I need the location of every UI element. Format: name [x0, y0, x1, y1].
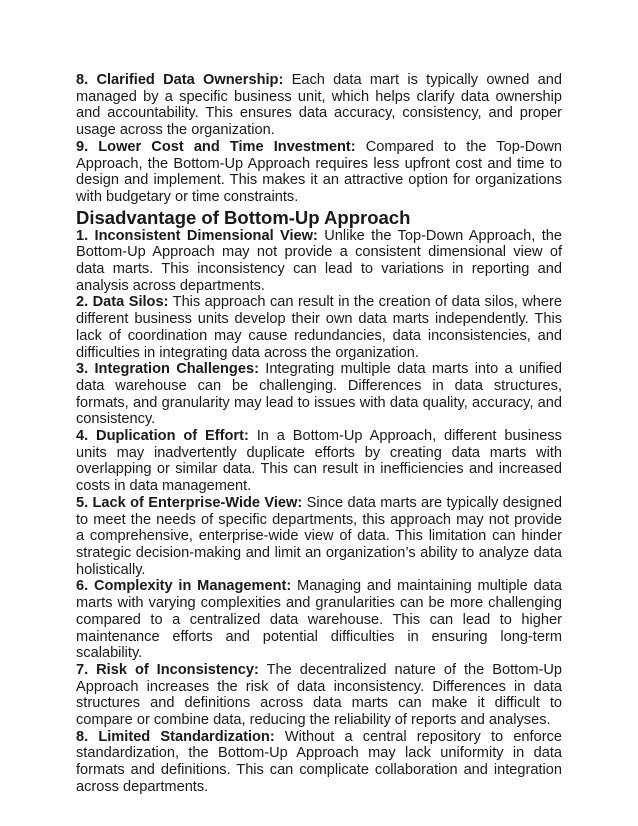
disadvantage-item-2 — [76, 294, 562, 361]
disadvantage-text: Since data marts are typically designed to meet the needs of specific departments, this approach may not provide a comprehensive, enterprise-wide view of data. This limitation can hinder strategic decision-making and limit an organization’s ability to analyze data holistically. — [76, 494, 562, 578]
disadvantage-text: Without a central repository to enforce standardization, the Bottom-Up Approach may lack uniformity in data formats and definitions. This can complicate collaboration and integration across departments. — [76, 728, 562, 795]
disadvantage-term: 6. Complexity in Management: — [76, 578, 292, 595]
advantage-term: 9. Lower Cost and Time Investment: — [76, 138, 356, 155]
disadvantage-text: The decentralized nature of the Bottom-Up Approach increases the risk of data inconsistency. Differences in data structures and definitions across data marts can make it difficult to compare or combine data, reducing the reliability of reports and analyses. — [76, 661, 562, 729]
disadvantage-item-6 — [76, 578, 562, 662]
disadvantage-term: 2. Data Silos: — [76, 294, 169, 311]
disadvantage-item-8 — [76, 729, 562, 796]
disadvantage-term: 4. Duplication of Effort: — [76, 428, 249, 445]
disadvantage-text: Managing and maintaining multiple data marts with varying complexities and granularities can be more challenging compared to a centralized data warehouse. This can lead to higher maintenance efforts and potential difficulties in ensuring long-term scalability. — [76, 578, 562, 662]
disadvantage-term: 5. Lack of Enterprise-Wide View: — [76, 494, 303, 511]
disadvantage-text: Integrating multiple data marts into a unified data warehouse can be challenging. Differences in data structures, formats, and granularity may lead to issues with data quality, accuracy, and consistency. — [76, 361, 562, 428]
advantage-term: 8. Clarified Data Ownership: — [76, 72, 284, 88]
disadvantage-term: 3. Integration Challenges: — [76, 361, 259, 378]
disadvantage-item-4 — [76, 428, 562, 495]
disadvantage-text: In a Bottom-Up Approach, different business units may inadvertently duplicate efforts by creating data marts with overlapping or similar data. This can result in inefficiencies and increased costs in data management. — [76, 428, 562, 495]
section-heading-disadvantages: Disadvantage of Bottom-Up Approach — [76, 206, 411, 228]
disadvantage-term: 8. Limited Standardization: — [76, 728, 275, 745]
disadvantage-term: 7. Risk of Inconsistency: — [76, 661, 259, 678]
document-page — [76, 72, 562, 796]
advantage-item-8 — [76, 72, 562, 139]
advantage-text: Compared to the Top-Down Approach, the Bottom-Up Approach requires less upfront cost and time to design and implement. This makes it an attractive option for organizations with budgetary or time constraints. — [76, 138, 563, 205]
disadvantage-item-5 — [76, 495, 562, 579]
disadvantage-text: This approach can result in the creation of data silos, where different business units develop their own data marts independently. This lack of coordination may cause redundancies, data inconsistencies, and difficulties in integrating data across the organization. — [76, 294, 562, 361]
disadvantage-text: Unlike the Top-Down Approach, the Bottom-Up Approach may not provide a consistent dimensional view of data marts. This inconsistency can lead to variations in reporting and analysis across departments. — [76, 227, 562, 294]
advantage-text: Each data mart is typically owned and managed by a specific business unit, which helps clarify data ownership and accountability. This ensures data accuracy, consistency, and proper usage across the organization. — [76, 72, 562, 139]
advantage-item-9 — [76, 139, 562, 206]
disadvantage-item-1 — [76, 228, 562, 295]
disadvantage-term: 1. Inconsistent Dimensional View: — [76, 227, 318, 244]
disadvantage-item-3 — [76, 361, 562, 428]
disadvantage-item-7 — [76, 662, 562, 729]
